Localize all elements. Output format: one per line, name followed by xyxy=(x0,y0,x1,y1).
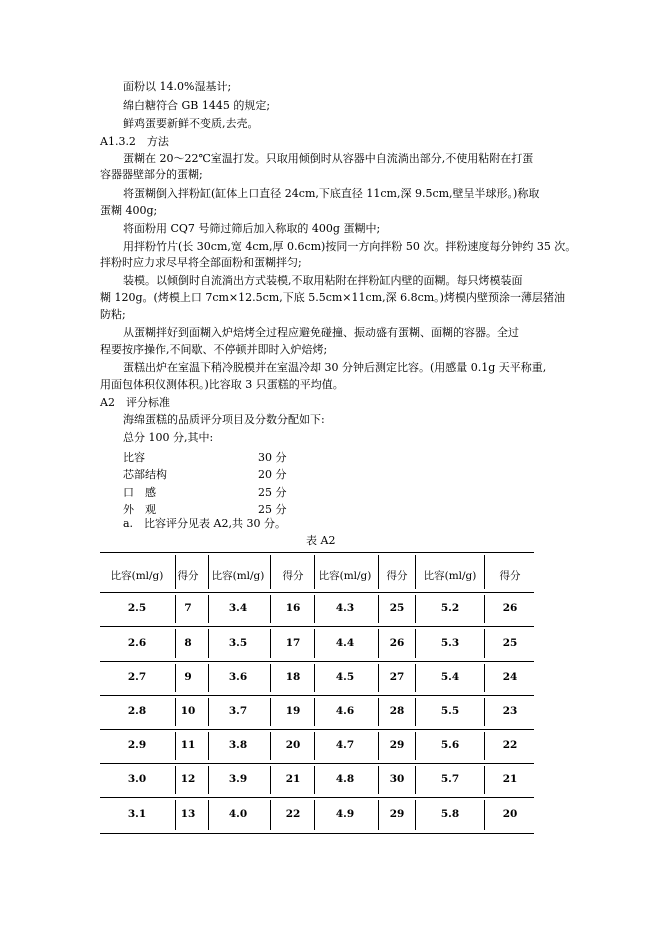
score-value: 25 分 xyxy=(258,486,287,499)
table-cell: 30 xyxy=(389,773,405,785)
table-cell: 29 xyxy=(389,808,405,820)
table-cell: 20 xyxy=(285,739,301,751)
table-cell: 19 xyxy=(285,705,301,717)
table-rule xyxy=(100,797,534,798)
table-header-cell: 得分 xyxy=(499,570,521,582)
table-cell: 3.4 xyxy=(228,602,248,614)
table-cell: 4.6 xyxy=(335,705,355,717)
table-header-cell: 得分 xyxy=(177,570,199,582)
table-rule xyxy=(100,661,534,662)
table-rule xyxy=(100,626,534,627)
table-cell: 26 xyxy=(502,602,518,614)
table-cell: 27 xyxy=(389,671,405,683)
table-cell: 3.0 xyxy=(127,773,147,785)
score-label: 芯部结构 xyxy=(123,468,167,481)
table-cell: 5.7 xyxy=(440,773,460,785)
table-cell: 21 xyxy=(285,773,301,785)
table-cell: 22 xyxy=(502,739,518,751)
text-line: 面粉以 14.0%湿基计; xyxy=(123,80,232,93)
text-line: 程要按序操作,不间歇、不停顿并即时入炉焙烤; xyxy=(100,343,328,356)
text-line: 蛋糊在 20～22℃室温打发。只取用倾倒时从容器中自流淌出部分,不使用粘附在打蛋 xyxy=(123,152,534,165)
table-cell: 28 xyxy=(389,705,405,717)
table-cell: 4.0 xyxy=(228,808,248,820)
table-rule xyxy=(100,592,534,593)
text-line: 将面粉用 CQ7 号筛过筛后加入称取的 400g 蛋糊中; xyxy=(123,222,381,235)
table-cell: 5.2 xyxy=(440,602,460,614)
table-cell: 22 xyxy=(285,808,301,820)
text-line: a. 比容评分见表 A2,共 30 分。 xyxy=(123,517,286,530)
table-header-cell: 得分 xyxy=(282,570,304,582)
table-cell: 3.6 xyxy=(228,671,248,683)
score-label: 口 感 xyxy=(123,486,156,499)
table-cell: 7 xyxy=(184,602,192,614)
table-cell: 4.4 xyxy=(335,637,355,649)
table-cell: 9 xyxy=(184,671,192,683)
table-cell: 5.3 xyxy=(440,637,460,649)
table-cell: 3.5 xyxy=(228,637,248,649)
table-cell: 10 xyxy=(180,705,196,717)
score-label: 比容 xyxy=(123,451,145,464)
table-cell: 4.3 xyxy=(335,602,355,614)
table-cell: 23 xyxy=(502,705,518,717)
text-line: 用面包体积仪测体积。)比容取 3 只蛋糕的平均值。 xyxy=(100,378,344,391)
table-cell: 20 xyxy=(502,808,518,820)
table-cell: 4.5 xyxy=(335,671,355,683)
text-line: 将蛋糊倒入拌粉缸(缸体上口直径 24cm,下底直径 11cm,深 9.5cm,壁呈半球形。)称取 xyxy=(123,187,540,200)
table-cell: 21 xyxy=(502,773,518,785)
score-label: 外 观 xyxy=(123,503,156,516)
score-value: 25 分 xyxy=(258,503,287,516)
section-heading: A1.3.2 方法 xyxy=(100,135,169,148)
table-cell: 24 xyxy=(502,671,518,683)
text-line: 海绵蛋糕的品质评分项目及分数分配如下: xyxy=(123,413,325,426)
table-cell: 29 xyxy=(389,739,405,751)
table-cell: 3.1 xyxy=(127,808,147,820)
text-line: 容器器壁部分的蛋糊; xyxy=(100,168,203,181)
table-cell: 2.7 xyxy=(127,671,147,683)
table-rule xyxy=(100,729,534,730)
score-value: 20 分 xyxy=(258,468,287,481)
table-cell: 2.8 xyxy=(127,705,147,717)
text-line: 绵白糖符合 GB 1445 的规定; xyxy=(123,99,271,112)
table-cell: 3.8 xyxy=(228,739,248,751)
table-cell: 5.8 xyxy=(440,808,460,820)
text-line: 总分 100 分,其中: xyxy=(123,431,214,444)
table-cell: 2.6 xyxy=(127,637,147,649)
table-cell: 2.9 xyxy=(127,739,147,751)
table-cell: 4.9 xyxy=(335,808,355,820)
table-cell: 5.5 xyxy=(440,705,460,717)
table-rule xyxy=(100,763,534,764)
table-rule xyxy=(100,552,534,553)
text-line: 用拌粉竹片(长 30cm,宽 4cm,厚 0.6cm)按同一方向拌粉 50 次。拌粉速度每分钟约 35 次。 xyxy=(123,240,577,253)
table-header-cell: 比容(ml/g) xyxy=(211,570,265,582)
table-header-cell: 比容(ml/g) xyxy=(110,570,164,582)
table-header-cell: 得分 xyxy=(386,570,408,582)
table-cell: 26 xyxy=(389,637,405,649)
text-line: 防粘; xyxy=(100,308,126,321)
text-line: 从蛋糊拌好到面糊入炉焙烤全过程应避免碰撞、振动盛有蛋糊、面糊的容器。全过 xyxy=(123,326,519,339)
table-cell: 3.7 xyxy=(228,705,248,717)
text-line: 鲜鸡蛋要新鲜不变质,去壳。 xyxy=(123,117,259,130)
text-line: 糊 120g。(烤模上口 7cm×12.5cm,下底 5.5cm×11cm,深 6.8cm。)烤模内壁预涂一薄层猪油 xyxy=(100,291,565,304)
section-heading: A2 评分标准 xyxy=(100,396,170,409)
text-line: 蛋糊 400g; xyxy=(100,204,158,217)
table-cell: 11 xyxy=(180,739,196,751)
table-rule xyxy=(100,833,534,834)
table-cell: 5.4 xyxy=(440,671,460,683)
text-line: 装模。以倾倒时自流淌出方式装模,不取用粘附在拌粉缸内壁的面糊。每只烤模装面 xyxy=(123,274,523,287)
table-cell: 12 xyxy=(180,773,196,785)
table-cell: 8 xyxy=(184,637,192,649)
table-cell: 17 xyxy=(285,637,301,649)
table-cell: 25 xyxy=(502,637,518,649)
table-cell: 13 xyxy=(180,808,196,820)
text-line: 蛋糕出炉在室温下稍冷脱模并在室温冷却 30 分钟后测定比容。(用感量 0.1g 天平称重, xyxy=(123,361,547,374)
table-caption: 表 A2 xyxy=(306,534,336,547)
table-cell: 4.7 xyxy=(335,739,355,751)
table-rule xyxy=(100,695,534,696)
score-value: 30 分 xyxy=(258,451,287,464)
table-cell: 3.9 xyxy=(228,773,248,785)
table-cell: 25 xyxy=(389,602,405,614)
table-cell: 4.8 xyxy=(335,773,355,785)
table-cell: 18 xyxy=(285,671,301,683)
table-cell: 16 xyxy=(285,602,301,614)
table-header-cell: 比容(ml/g) xyxy=(318,570,372,582)
text-line: 拌粉时应力求尽早将全部面粉和蛋糊拌匀; xyxy=(100,256,302,269)
table-cell: 5.6 xyxy=(440,739,460,751)
table-header-cell: 比容(ml/g) xyxy=(423,570,477,582)
table-cell: 2.5 xyxy=(127,602,147,614)
